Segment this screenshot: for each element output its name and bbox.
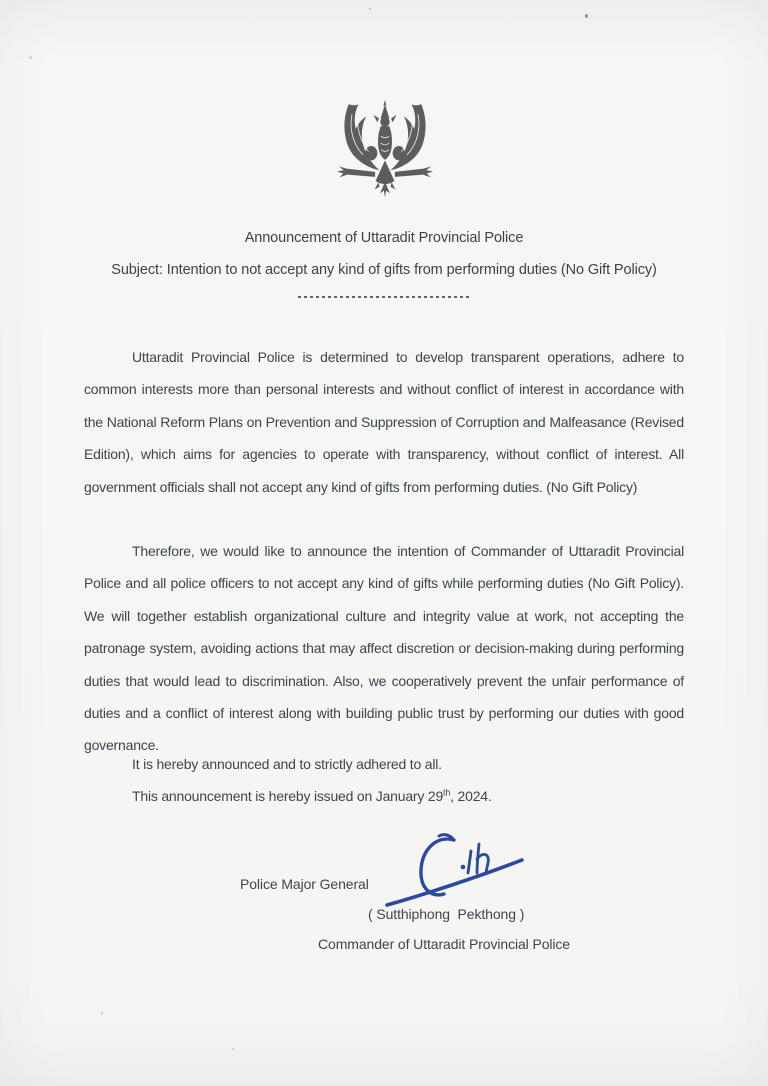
signer-rank: Police Major General — [240, 876, 369, 892]
issue-date-text: This announcement is hereby issued on January 29 — [132, 788, 444, 804]
scan-speck — [29, 56, 32, 59]
body-paragraph-1: Uttaradit Provincial Police is determined to develop transparent operations, adhere to common interests more than personal interests and without conflict of interest in accordance with the National Reform Plans on Prevention and Suppression of Corruption and Malfeasance (Revised Edition), which aims for agencies to operate with transparency, without conflict of interest. All government officials shall not accept any kind of gifts from performing duties. (No Gift Policy) — [84, 349, 684, 495]
garuda-emblem-icon — [330, 92, 440, 210]
subject-line: Subject: Intention to not accept any kind of gifts from performing duties (No Gift Policy) — [111, 262, 657, 278]
issue-date-year: , 2024. — [450, 788, 492, 804]
issue-date-line — [132, 780, 692, 812]
scan-speck — [101, 1012, 103, 1015]
document-title: Announcement of Uttaradit Provincial Police — [244, 230, 524, 246]
body-paragraph-2: Therefore, we would like to announce the intention of Commander of Uttaradit Provincial Police and all police officers to not accept any kind of gifts while performing duties (No Gift Policy). We will together establish organizational culture and integrity value at work, not accepting the patronage system, avoiding actions that may affect discretion or decision-making during performing duties that would lead to discrimination. Also, we cooperatively prevent the unfair performance of duties and a conflict of interest along with building public trust by performing our duties with good governance. — [84, 543, 684, 754]
handwritten-signature-icon — [378, 828, 530, 914]
scan-speck — [585, 14, 588, 18]
issue-date-ordinal: th — [443, 787, 451, 798]
signer-position: Commander of Uttaradit Provincial Police — [318, 936, 570, 952]
scan-speck — [232, 1048, 234, 1050]
signer-name: ( Sutthiphong Pekthong ) — [368, 906, 525, 922]
closing-statement: It is hereby announced and to strictly adhered to all. — [132, 756, 442, 772]
scan-speck — [369, 8, 371, 10]
dashed-separator — [298, 296, 470, 298]
